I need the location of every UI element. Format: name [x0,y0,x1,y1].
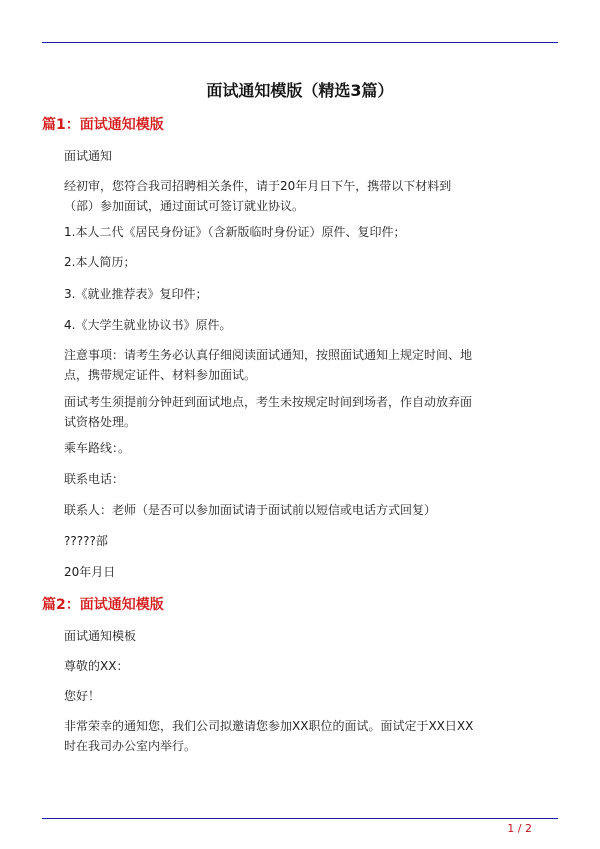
document-title: 面试通知模版（精选3篇） [206,81,394,100]
paragraph: 3.《就业推荐表》复印件； [64,287,208,301]
paragraph: 面试通知模板 [64,629,137,643]
footer-rule [42,818,558,819]
paragraph: 联系电话： [64,472,125,486]
paragraph: 1.本人二代《居民身份证》（含新版临时身份证）原件、复印件； [64,225,406,239]
paragraph: 经初审，您符合我司招聘相关条件，请于20年月日下午，携带以下材料到（部）参加面试，通过面试可签订就业协议。 [64,179,452,213]
paragraph: 注意事项：请考生务必认真仔细阅读面试通知，按照面试通知上规定时间、地点，携带规定证件、材料参加面试。 [64,348,473,382]
paragraph: 联系人：老师（是否可以参加面试请于面试前以短信或电话方式回复） [64,503,437,517]
paragraph: 2.本人简历； [64,255,136,269]
page-number: 1 / 2 [507,822,532,835]
paragraph: 您好！ [64,689,101,703]
paragraph: 4.《大学生就业协议书》原件。 [64,318,232,332]
paragraph: 尊敬的XX： [64,659,129,673]
paragraph: 20年月日 [64,565,116,579]
header-rule [42,42,558,43]
paragraph: 非常荣幸的通知您，我们公司拟邀请您参加XX职位的面试。面试定于XX日XX时在我司办公室内举行。 [64,719,474,753]
paragraph: 乘车路线：。 [64,441,131,455]
paragraph: 面试通知 [64,149,113,163]
section-heading-1: 篇1：面试通知模版 [42,117,164,133]
section-heading-2: 篇2：面试通知模版 [42,597,164,613]
paragraph: ?????部 [64,534,108,548]
paragraph: 面试考生须提前分钟赶到面试地点，考生未按规定时间到场者，作自动放弃面试资格处理。 [64,395,473,429]
